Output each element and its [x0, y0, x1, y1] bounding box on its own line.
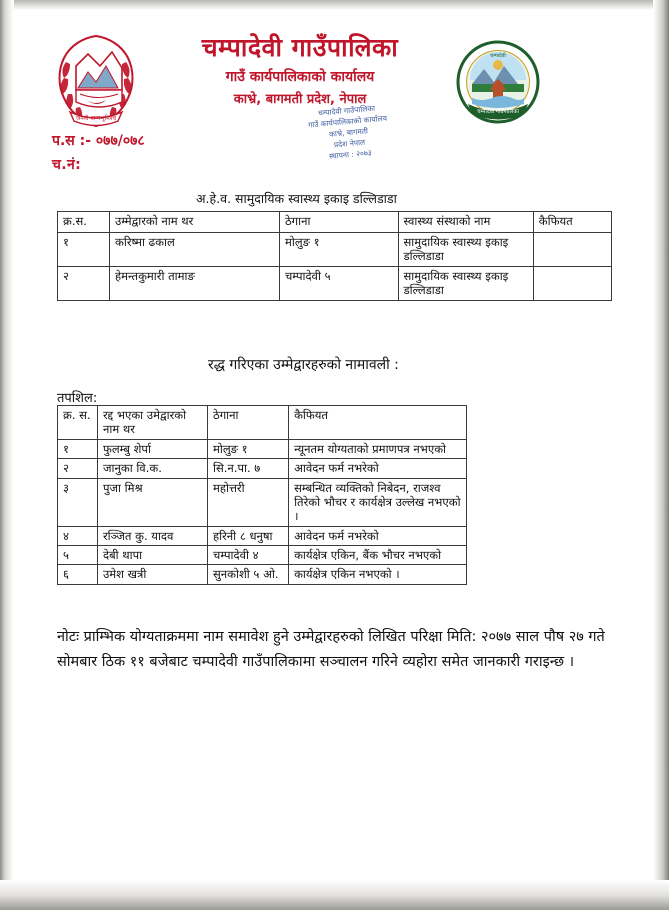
cell-name: हेमन्तकुमारी तामाङ — [110, 266, 280, 300]
svg-text:चम्पादेवी गाउँपालिका: चम्पादेवी गाउँपालिका — [477, 109, 519, 115]
cell-sn: ६ — [58, 565, 98, 584]
cell-institution: सामुदायिक स्वास्थ्य इकाइ डल्लिडाडा — [398, 266, 533, 300]
organization-title-block — [150, 34, 450, 107]
cell-name: पुजा मिश्र — [97, 478, 207, 526]
column-header-remarks: कैफियत — [533, 212, 611, 233]
cell-remarks: न्यूनतम योग्यताको प्रमाणपत्र नभएको — [289, 439, 467, 458]
cell-sn: १ — [58, 233, 110, 267]
cell-address: मोलुङ १ — [208, 439, 289, 458]
svg-text:चम्पादेवी: चम्पादेवी — [490, 53, 506, 59]
cell-name: उमेश खत्री — [97, 565, 207, 584]
cell-address: मोलुङ १ — [279, 233, 398, 267]
column-header-institution: स्वास्थ्य संस्थाको नाम — [398, 212, 533, 233]
reference-numbers — [52, 130, 145, 178]
rejected-candidates-table — [57, 405, 467, 585]
stamp-line-5: स्थापना : २०७३ — [328, 147, 373, 161]
cell-address: सि.न.पा. ७ — [208, 459, 289, 478]
cell-remarks — [533, 266, 611, 300]
stamp-line-3: काभ्रे, बागमती — [328, 126, 369, 139]
organization-name: चम्पादेवी गाउँपालिका — [201, 33, 399, 62]
cell-sn: १ — [58, 439, 98, 458]
stamp-line-4: प्रदेश नेपाल — [333, 137, 366, 149]
column-header-remarks: कैफियत — [289, 406, 467, 440]
cell-name: रञ्जित कु. यादव — [97, 526, 207, 545]
cell-remarks: कार्यक्षेत्र एकिन, बैंक भौचर नभएको — [289, 546, 467, 565]
section-2-title: रद्ध गरिएका उम्मेद्वारहरुको नामावली : — [208, 357, 399, 373]
file-number: प.स :- ०७७/०७८ — [52, 133, 145, 149]
column-header-sn: क्र.स. — [58, 212, 110, 233]
dispatch-number: च.नं: — [52, 156, 82, 173]
nepal-emblem-icon — [52, 32, 140, 130]
cell-sn: २ — [58, 459, 98, 478]
table-header-row — [58, 406, 467, 440]
table-header-row — [58, 212, 612, 233]
table-row — [58, 233, 612, 267]
cell-address: हरिनी ८ धनुषा — [208, 526, 289, 545]
svg-text:जननी जन्मभूमिश्च: जननी जन्मभूमिश्च — [75, 115, 117, 122]
column-header-address: ठेगाना — [208, 406, 289, 440]
cell-name: जानुका वि.क. — [97, 459, 207, 478]
table-row — [58, 439, 467, 458]
table-row — [58, 478, 467, 526]
cell-name: फुलम्बु शेर्पा — [97, 439, 207, 458]
cell-address: महोत्तरी — [208, 478, 289, 526]
tapsil-label: तपशिल: — [57, 391, 98, 406]
table-row — [58, 459, 467, 478]
cell-remarks: सम्बन्धित व्यक्तिको निबेदन, राजश्व तिरेको भौचर र कार्यक्षेत्र उल्लेख नभएको । — [289, 478, 467, 526]
table-row — [58, 565, 467, 584]
stamp-line-2: गाउँ कार्यपालिकाको कार्यालय — [307, 113, 388, 130]
cell-name: देबी थापा — [97, 546, 207, 565]
cell-name: करिष्मा ढकाल — [110, 233, 280, 267]
cell-sn: ३ — [58, 478, 98, 526]
cell-address: सुनकोशी ५ ओ. — [208, 565, 289, 584]
cell-sn: ५ — [58, 546, 98, 565]
section-1-title: अ.हे.व. सामुदायिक स्वास्थ्य इकाइ डल्लिडाडा — [196, 191, 397, 206]
office-address: काभ्रे, बागमती प्रदेश, नेपाल — [233, 91, 367, 107]
column-header-address: ठेगाना — [279, 212, 398, 233]
cell-remarks: आवेदन फर्म नभरेको — [289, 526, 467, 545]
office-stamp — [271, 100, 426, 177]
table-row — [58, 526, 467, 545]
column-header-sn: क्र. स. — [58, 406, 98, 440]
table-row — [58, 546, 467, 565]
office-name: गाउँ कार्यपालिकाको कार्यालय — [225, 68, 375, 85]
cell-address: चम्पादेवी ५ — [279, 266, 398, 300]
column-header-name: रद्द भएका उमेद्वारको नाम थर — [97, 406, 207, 440]
municipality-logo-icon — [456, 40, 540, 124]
cell-remarks: कार्यक्षेत्र एकिन नभएको । — [289, 565, 467, 584]
cell-sn: ४ — [58, 526, 98, 545]
cell-remarks: आवेदन फर्म नभरेको — [289, 459, 467, 478]
selected-candidates-table — [57, 211, 612, 301]
cell-address: चम्पादेवी ४ — [208, 546, 289, 565]
cell-remarks — [533, 233, 611, 267]
letterhead — [0, 18, 669, 173]
exam-notice-note: नोटः प्राम्भिक योग्यताक्रममा नाम समावेश हुने उम्मेद्वारहरुको लिखित परिक्षा मिति: २०७७ साल पौष २७ गते सोमबार ठिक ११ बजेबाट चम्पादेवी गाउँपालिकामा सञ्चालन गरिने व्यहोरा समेत जानकारी गराइन्छ । — [57, 629, 605, 671]
table-row — [58, 266, 612, 300]
column-header-name: उम्मेद्वारको नाम थर — [110, 212, 280, 233]
cell-institution: सामुदायिक स्वास्थ्य इकाइ डल्लिडाडा — [398, 233, 533, 267]
cell-sn: २ — [58, 266, 110, 300]
stamp-line-1: चम्पादेवी गाउँपालिका — [317, 103, 376, 118]
